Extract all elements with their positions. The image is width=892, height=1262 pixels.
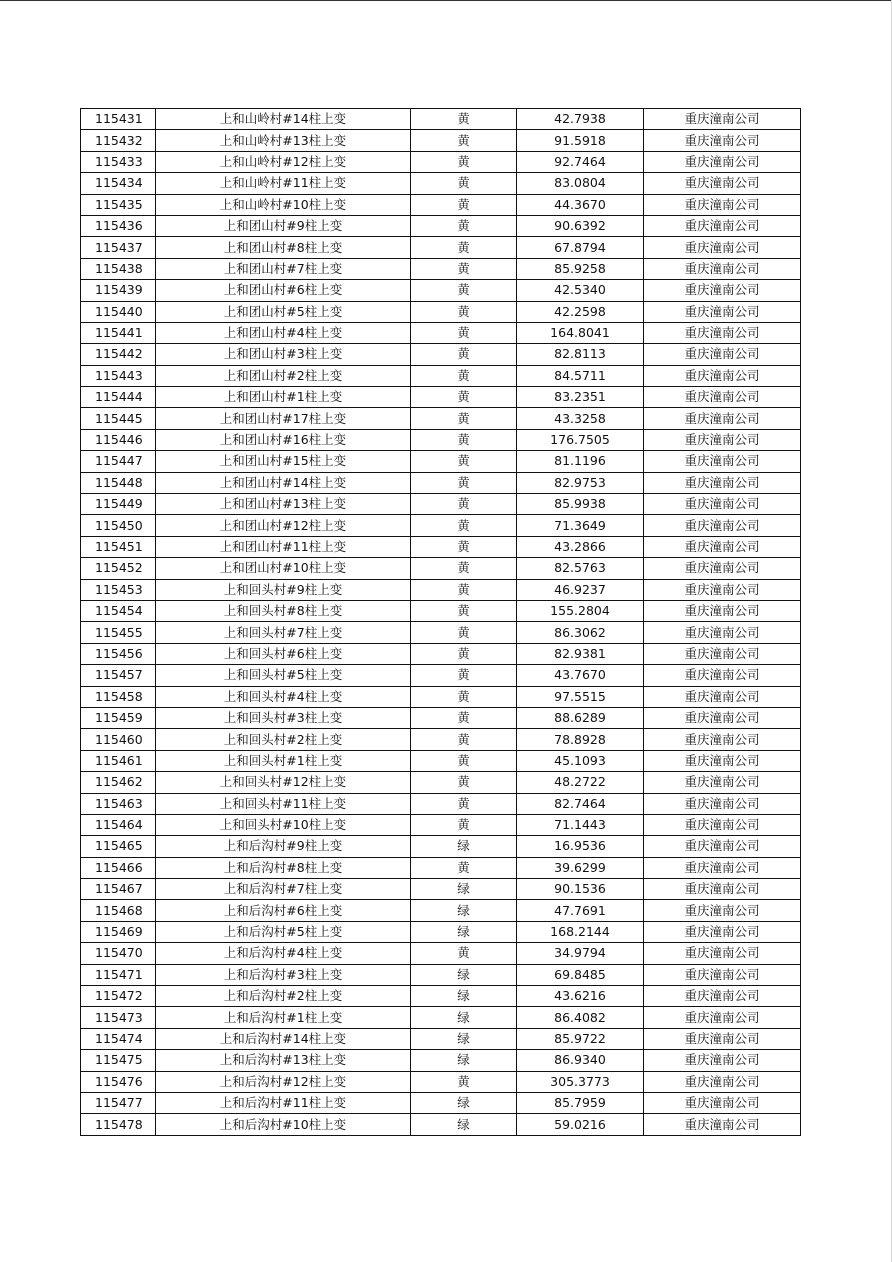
table-row xyxy=(81,750,801,771)
cell-level: 黄 xyxy=(411,579,517,600)
cell-id: 115465 xyxy=(81,836,156,857)
cell-id: 115477 xyxy=(81,1092,156,1113)
cell-transformer-name: 上和回头村#10柱上变 xyxy=(156,814,411,835)
cell-transformer-name: 上和山岭村#14柱上变 xyxy=(156,109,411,130)
cell-id: 115466 xyxy=(81,857,156,878)
cell-transformer-name: 上和后沟村#6柱上变 xyxy=(156,900,411,921)
table-body xyxy=(81,109,801,1136)
table-row xyxy=(81,472,801,493)
cell-id: 115446 xyxy=(81,429,156,450)
table-row xyxy=(81,964,801,985)
cell-id: 115450 xyxy=(81,515,156,536)
cell-transformer-name: 上和团山村#3柱上变 xyxy=(156,344,411,365)
cell-id: 115438 xyxy=(81,258,156,279)
cell-transformer-name: 上和回头村#1柱上变 xyxy=(156,750,411,771)
cell-value: 42.2598 xyxy=(517,301,644,322)
cell-id: 115449 xyxy=(81,494,156,515)
table-row xyxy=(81,986,801,1007)
cell-level: 黄 xyxy=(411,558,517,579)
cell-id: 115448 xyxy=(81,472,156,493)
cell-transformer-name: 上和回头村#4柱上变 xyxy=(156,686,411,707)
cell-id: 115451 xyxy=(81,536,156,557)
cell-value: 82.9381 xyxy=(517,643,644,664)
cell-company: 重庆潼南公司 xyxy=(644,109,801,130)
cell-id: 115437 xyxy=(81,237,156,258)
cell-transformer-name: 上和团山村#9柱上变 xyxy=(156,215,411,236)
cell-transformer-name: 上和团山村#17柱上变 xyxy=(156,408,411,429)
cell-id: 115462 xyxy=(81,772,156,793)
cell-level: 黄 xyxy=(411,237,517,258)
cell-company: 重庆潼南公司 xyxy=(644,1050,801,1071)
cell-value: 46.9237 xyxy=(517,579,644,600)
cell-level: 绿 xyxy=(411,921,517,942)
cell-transformer-name: 上和回头村#6柱上变 xyxy=(156,643,411,664)
cell-id: 115455 xyxy=(81,622,156,643)
cell-value: 82.5763 xyxy=(517,558,644,579)
cell-value: 90.6392 xyxy=(517,215,644,236)
cell-transformer-name: 上和回头村#7柱上变 xyxy=(156,622,411,643)
cell-value: 43.3258 xyxy=(517,408,644,429)
cell-value: 85.9938 xyxy=(517,494,644,515)
cell-company: 重庆潼南公司 xyxy=(644,900,801,921)
cell-id: 115461 xyxy=(81,750,156,771)
cell-id: 115454 xyxy=(81,600,156,621)
cell-company: 重庆潼南公司 xyxy=(644,707,801,728)
cell-transformer-name: 上和后沟村#4柱上变 xyxy=(156,943,411,964)
cell-company: 重庆潼南公司 xyxy=(644,943,801,964)
cell-level: 黄 xyxy=(411,151,517,172)
table-row xyxy=(81,943,801,964)
cell-transformer-name: 上和后沟村#8柱上变 xyxy=(156,857,411,878)
cell-level: 黄 xyxy=(411,814,517,835)
cell-company: 重庆潼南公司 xyxy=(644,558,801,579)
cell-company: 重庆潼南公司 xyxy=(644,665,801,686)
cell-id: 115436 xyxy=(81,215,156,236)
cell-transformer-name: 上和回头村#5柱上变 xyxy=(156,665,411,686)
cell-company: 重庆潼南公司 xyxy=(644,280,801,301)
page-top-border xyxy=(0,0,892,1)
cell-transformer-name: 上和团山村#1柱上变 xyxy=(156,387,411,408)
cell-company: 重庆潼南公司 xyxy=(644,1007,801,1028)
cell-level: 绿 xyxy=(411,986,517,1007)
table-row xyxy=(81,622,801,643)
cell-value: 44.3670 xyxy=(517,194,644,215)
table-row xyxy=(81,1092,801,1113)
table-row xyxy=(81,772,801,793)
cell-level: 黄 xyxy=(411,622,517,643)
table-row xyxy=(81,322,801,343)
cell-id: 115439 xyxy=(81,280,156,301)
cell-level: 黄 xyxy=(411,536,517,557)
table-row xyxy=(81,600,801,621)
cell-value: 34.9794 xyxy=(517,943,644,964)
cell-company: 重庆潼南公司 xyxy=(644,836,801,857)
table-row xyxy=(81,365,801,386)
cell-company: 重庆潼南公司 xyxy=(644,729,801,750)
cell-level: 黄 xyxy=(411,686,517,707)
cell-transformer-name: 上和后沟村#2柱上变 xyxy=(156,986,411,1007)
table-row xyxy=(81,280,801,301)
cell-value: 85.9722 xyxy=(517,1028,644,1049)
cell-level: 黄 xyxy=(411,451,517,472)
cell-company: 重庆潼南公司 xyxy=(644,879,801,900)
table-row xyxy=(81,151,801,172)
cell-transformer-name: 上和回头村#3柱上变 xyxy=(156,707,411,728)
cell-company: 重庆潼南公司 xyxy=(644,686,801,707)
cell-transformer-name: 上和山岭村#11柱上变 xyxy=(156,173,411,194)
table-row xyxy=(81,558,801,579)
cell-transformer-name: 上和回头村#12柱上变 xyxy=(156,772,411,793)
cell-value: 78.8928 xyxy=(517,729,644,750)
cell-company: 重庆潼南公司 xyxy=(644,1092,801,1113)
cell-value: 82.9753 xyxy=(517,472,644,493)
cell-level: 黄 xyxy=(411,793,517,814)
cell-level: 绿 xyxy=(411,1007,517,1028)
cell-transformer-name: 上和团山村#13柱上变 xyxy=(156,494,411,515)
cell-level: 黄 xyxy=(411,215,517,236)
cell-level: 黄 xyxy=(411,750,517,771)
cell-level: 绿 xyxy=(411,1114,517,1135)
cell-value: 86.9340 xyxy=(517,1050,644,1071)
cell-level: 黄 xyxy=(411,344,517,365)
table-row xyxy=(81,1114,801,1135)
cell-level: 黄 xyxy=(411,194,517,215)
table-row xyxy=(81,1007,801,1028)
cell-level: 绿 xyxy=(411,1028,517,1049)
cell-level: 黄 xyxy=(411,600,517,621)
cell-value: 97.5515 xyxy=(517,686,644,707)
cell-id: 115440 xyxy=(81,301,156,322)
cell-company: 重庆潼南公司 xyxy=(644,536,801,557)
cell-company: 重庆潼南公司 xyxy=(644,600,801,621)
cell-value: 43.6216 xyxy=(517,986,644,1007)
cell-transformer-name: 上和团山村#5柱上变 xyxy=(156,301,411,322)
cell-value: 155.2804 xyxy=(517,600,644,621)
cell-id: 115476 xyxy=(81,1071,156,1092)
cell-value: 71.3649 xyxy=(517,515,644,536)
cell-company: 重庆潼南公司 xyxy=(644,793,801,814)
cell-company: 重庆潼南公司 xyxy=(644,494,801,515)
cell-transformer-name: 上和回头村#9柱上变 xyxy=(156,579,411,600)
cell-id: 115458 xyxy=(81,686,156,707)
cell-level: 黄 xyxy=(411,365,517,386)
cell-company: 重庆潼南公司 xyxy=(644,151,801,172)
cell-value: 39.6299 xyxy=(517,857,644,878)
table-row xyxy=(81,1028,801,1049)
cell-value: 59.0216 xyxy=(517,1114,644,1135)
cell-company: 重庆潼南公司 xyxy=(644,643,801,664)
cell-level: 黄 xyxy=(411,130,517,151)
cell-transformer-name: 上和后沟村#11柱上变 xyxy=(156,1092,411,1113)
table-row xyxy=(81,515,801,536)
cell-level: 黄 xyxy=(411,322,517,343)
cell-id: 115442 xyxy=(81,344,156,365)
cell-value: 47.7691 xyxy=(517,900,644,921)
cell-company: 重庆潼南公司 xyxy=(644,322,801,343)
cell-value: 92.7464 xyxy=(517,151,644,172)
cell-company: 重庆潼南公司 xyxy=(644,986,801,1007)
cell-company: 重庆潼南公司 xyxy=(644,814,801,835)
table-row xyxy=(81,836,801,857)
cell-transformer-name: 上和团山村#2柱上变 xyxy=(156,365,411,386)
table-row xyxy=(81,857,801,878)
cell-id: 115470 xyxy=(81,943,156,964)
cell-level: 绿 xyxy=(411,836,517,857)
cell-transformer-name: 上和团山村#14柱上变 xyxy=(156,472,411,493)
cell-id: 115447 xyxy=(81,451,156,472)
table-row xyxy=(81,194,801,215)
cell-transformer-name: 上和后沟村#12柱上变 xyxy=(156,1071,411,1092)
cell-value: 71.1443 xyxy=(517,814,644,835)
cell-company: 重庆潼南公司 xyxy=(644,301,801,322)
cell-value: 86.3062 xyxy=(517,622,644,643)
cell-company: 重庆潼南公司 xyxy=(644,365,801,386)
cell-company: 重庆潼南公司 xyxy=(644,964,801,985)
cell-value: 45.1093 xyxy=(517,750,644,771)
cell-level: 绿 xyxy=(411,900,517,921)
cell-id: 115456 xyxy=(81,643,156,664)
cell-id: 115431 xyxy=(81,109,156,130)
cell-company: 重庆潼南公司 xyxy=(644,451,801,472)
cell-transformer-name: 上和后沟村#1柱上变 xyxy=(156,1007,411,1028)
cell-level: 黄 xyxy=(411,109,517,130)
cell-id: 115459 xyxy=(81,707,156,728)
cell-level: 黄 xyxy=(411,408,517,429)
cell-company: 重庆潼南公司 xyxy=(644,429,801,450)
cell-company: 重庆潼南公司 xyxy=(644,515,801,536)
cell-company: 重庆潼南公司 xyxy=(644,857,801,878)
cell-id: 115444 xyxy=(81,387,156,408)
table-row xyxy=(81,900,801,921)
table-row xyxy=(81,408,801,429)
table-row xyxy=(81,793,801,814)
cell-id: 115434 xyxy=(81,173,156,194)
cell-company: 重庆潼南公司 xyxy=(644,772,801,793)
cell-id: 115433 xyxy=(81,151,156,172)
table-row xyxy=(81,643,801,664)
table-row xyxy=(81,879,801,900)
table-row xyxy=(81,173,801,194)
cell-level: 黄 xyxy=(411,472,517,493)
cell-id: 115468 xyxy=(81,900,156,921)
cell-id: 115432 xyxy=(81,130,156,151)
cell-level: 黄 xyxy=(411,943,517,964)
table-row xyxy=(81,429,801,450)
cell-transformer-name: 上和团山村#7柱上变 xyxy=(156,258,411,279)
cell-level: 黄 xyxy=(411,258,517,279)
cell-level: 黄 xyxy=(411,280,517,301)
cell-value: 168.2144 xyxy=(517,921,644,942)
cell-company: 重庆潼南公司 xyxy=(644,258,801,279)
cell-company: 重庆潼南公司 xyxy=(644,472,801,493)
table-row xyxy=(81,130,801,151)
cell-level: 绿 xyxy=(411,879,517,900)
cell-value: 43.7670 xyxy=(517,665,644,686)
cell-company: 重庆潼南公司 xyxy=(644,387,801,408)
cell-id: 115435 xyxy=(81,194,156,215)
cell-value: 82.8113 xyxy=(517,344,644,365)
cell-company: 重庆潼南公司 xyxy=(644,344,801,365)
table-row xyxy=(81,109,801,130)
cell-value: 164.8041 xyxy=(517,322,644,343)
table-row xyxy=(81,814,801,835)
cell-level: 黄 xyxy=(411,494,517,515)
cell-id: 115457 xyxy=(81,665,156,686)
cell-transformer-name: 上和团山村#16柱上变 xyxy=(156,429,411,450)
cell-value: 42.5340 xyxy=(517,280,644,301)
cell-transformer-name: 上和山岭村#12柱上变 xyxy=(156,151,411,172)
table-row xyxy=(81,729,801,750)
table-row xyxy=(81,387,801,408)
cell-id: 115474 xyxy=(81,1028,156,1049)
cell-transformer-name: 上和回头村#8柱上变 xyxy=(156,600,411,621)
cell-level: 黄 xyxy=(411,1071,517,1092)
cell-value: 48.2722 xyxy=(517,772,644,793)
cell-id: 115467 xyxy=(81,879,156,900)
cell-id: 115443 xyxy=(81,365,156,386)
table-row xyxy=(81,344,801,365)
cell-company: 重庆潼南公司 xyxy=(644,173,801,194)
cell-level: 黄 xyxy=(411,643,517,664)
cell-level: 黄 xyxy=(411,387,517,408)
cell-level: 黄 xyxy=(411,429,517,450)
cell-value: 85.9258 xyxy=(517,258,644,279)
cell-company: 重庆潼南公司 xyxy=(644,194,801,215)
cell-company: 重庆潼南公司 xyxy=(644,579,801,600)
cell-transformer-name: 上和回头村#2柱上变 xyxy=(156,729,411,750)
cell-id: 115463 xyxy=(81,793,156,814)
cell-id: 115475 xyxy=(81,1050,156,1071)
table-row xyxy=(81,301,801,322)
cell-id: 115471 xyxy=(81,964,156,985)
cell-id: 115472 xyxy=(81,986,156,1007)
cell-company: 重庆潼南公司 xyxy=(644,1071,801,1092)
cell-transformer-name: 上和后沟村#5柱上变 xyxy=(156,921,411,942)
cell-company: 重庆潼南公司 xyxy=(644,130,801,151)
cell-value: 85.7959 xyxy=(517,1092,644,1113)
cell-transformer-name: 上和后沟村#14柱上变 xyxy=(156,1028,411,1049)
table-row xyxy=(81,579,801,600)
cell-value: 91.5918 xyxy=(517,130,644,151)
cell-value: 43.2866 xyxy=(517,536,644,557)
cell-id: 115453 xyxy=(81,579,156,600)
cell-level: 黄 xyxy=(411,301,517,322)
cell-company: 重庆潼南公司 xyxy=(644,622,801,643)
cell-value: 82.7464 xyxy=(517,793,644,814)
cell-level: 黄 xyxy=(411,173,517,194)
cell-company: 重庆潼南公司 xyxy=(644,1114,801,1135)
table-row xyxy=(81,686,801,707)
table-row xyxy=(81,494,801,515)
cell-value: 83.0804 xyxy=(517,173,644,194)
cell-value: 69.8485 xyxy=(517,964,644,985)
cell-level: 绿 xyxy=(411,1092,517,1113)
cell-transformer-name: 上和团山村#10柱上变 xyxy=(156,558,411,579)
cell-company: 重庆潼南公司 xyxy=(644,215,801,236)
cell-value: 16.9536 xyxy=(517,836,644,857)
cell-transformer-name: 上和后沟村#13柱上变 xyxy=(156,1050,411,1071)
cell-value: 88.6289 xyxy=(517,707,644,728)
cell-level: 黄 xyxy=(411,729,517,750)
cell-value: 42.7938 xyxy=(517,109,644,130)
table-row xyxy=(81,707,801,728)
cell-transformer-name: 上和团山村#12柱上变 xyxy=(156,515,411,536)
cell-level: 黄 xyxy=(411,857,517,878)
cell-id: 115478 xyxy=(81,1114,156,1135)
cell-value: 90.1536 xyxy=(517,879,644,900)
cell-transformer-name: 上和后沟村#9柱上变 xyxy=(156,836,411,857)
cell-transformer-name: 上和后沟村#7柱上变 xyxy=(156,879,411,900)
cell-value: 84.5711 xyxy=(517,365,644,386)
cell-value: 176.7505 xyxy=(517,429,644,450)
cell-level: 黄 xyxy=(411,707,517,728)
cell-level: 绿 xyxy=(411,1050,517,1071)
table-row xyxy=(81,665,801,686)
cell-company: 重庆潼南公司 xyxy=(644,921,801,942)
cell-transformer-name: 上和团山村#11柱上变 xyxy=(156,536,411,557)
cell-transformer-name: 上和回头村#11柱上变 xyxy=(156,793,411,814)
cell-company: 重庆潼南公司 xyxy=(644,1028,801,1049)
cell-id: 115464 xyxy=(81,814,156,835)
cell-value: 83.2351 xyxy=(517,387,644,408)
table-row xyxy=(81,921,801,942)
cell-value: 81.1196 xyxy=(517,451,644,472)
table-row xyxy=(81,258,801,279)
cell-id: 115473 xyxy=(81,1007,156,1028)
table-row xyxy=(81,1071,801,1092)
cell-transformer-name: 上和团山村#15柱上变 xyxy=(156,451,411,472)
cell-transformer-name: 上和山岭村#10柱上变 xyxy=(156,194,411,215)
cell-company: 重庆潼南公司 xyxy=(644,750,801,771)
table-row xyxy=(81,215,801,236)
cell-value: 305.3773 xyxy=(517,1071,644,1092)
table-row xyxy=(81,237,801,258)
cell-transformer-name: 上和团山村#8柱上变 xyxy=(156,237,411,258)
cell-id: 115469 xyxy=(81,921,156,942)
cell-level: 黄 xyxy=(411,515,517,536)
cell-transformer-name: 上和团山村#6柱上变 xyxy=(156,280,411,301)
cell-level: 黄 xyxy=(411,665,517,686)
cell-id: 115441 xyxy=(81,322,156,343)
cell-value: 86.4082 xyxy=(517,1007,644,1028)
transformer-table xyxy=(80,108,801,1136)
cell-transformer-name: 上和后沟村#10柱上变 xyxy=(156,1114,411,1135)
cell-company: 重庆潼南公司 xyxy=(644,408,801,429)
cell-value: 67.8794 xyxy=(517,237,644,258)
cell-transformer-name: 上和山岭村#13柱上变 xyxy=(156,130,411,151)
cell-level: 绿 xyxy=(411,964,517,985)
cell-company: 重庆潼南公司 xyxy=(644,237,801,258)
cell-id: 115452 xyxy=(81,558,156,579)
cell-id: 115445 xyxy=(81,408,156,429)
cell-level: 黄 xyxy=(411,772,517,793)
table-row xyxy=(81,1050,801,1071)
cell-transformer-name: 上和团山村#4柱上变 xyxy=(156,322,411,343)
cell-id: 115460 xyxy=(81,729,156,750)
table-row xyxy=(81,451,801,472)
cell-transformer-name: 上和后沟村#3柱上变 xyxy=(156,964,411,985)
table-row xyxy=(81,536,801,557)
